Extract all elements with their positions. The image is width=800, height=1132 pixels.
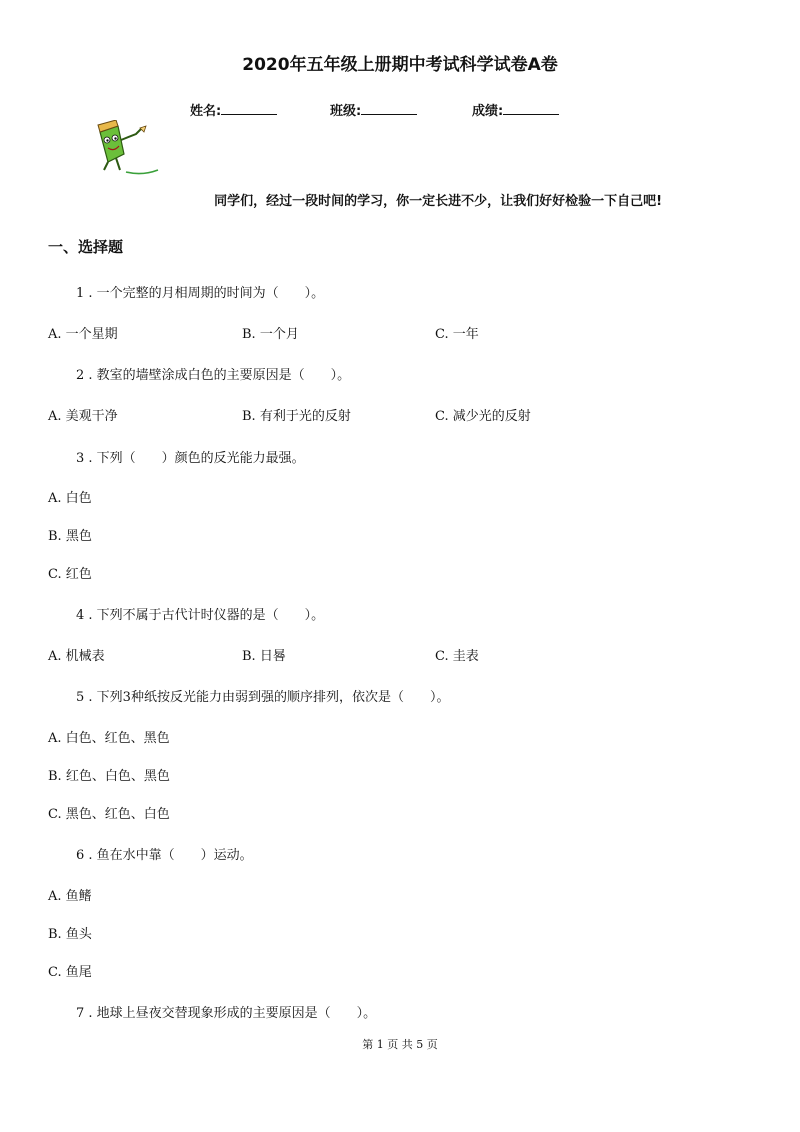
page-title: 2020年五年级上册期中考试科学试卷A卷 (242, 55, 558, 75)
question-2-option-c: C. 减少光的反射 (435, 409, 531, 424)
class-field (330, 100, 417, 119)
page-footer: 第 1 页 共 5 页 (362, 1038, 438, 1051)
question-6-option-b: B. 鱼头 (48, 927, 92, 942)
pencil-mascot-icon (90, 120, 162, 180)
question-4-option-b: B. 日晷 (242, 649, 286, 664)
score-blank (503, 101, 559, 115)
score-field (472, 100, 559, 119)
question-5-option-a: A. 白色、红色、黑色 (48, 731, 170, 746)
question-6-option-c: C. 鱼尾 (48, 965, 92, 980)
question-4: 4 . 下列不属于古代计时仪器的是（ ）。 (76, 608, 325, 623)
question-6-option-a: A. 鱼鳍 (48, 889, 92, 904)
greeting-text: 同学们，经过一段时间的学习，你一定长进不少，让我们好好检验一下自己吧! (214, 194, 662, 209)
question-1-option-b: B. 一个月 (242, 327, 299, 342)
question-3-option-c: C. 红色 (48, 567, 92, 582)
question-3-option-b: B. 黑色 (48, 529, 92, 544)
question-5-option-c: C. 黑色、红色、白色 (48, 807, 170, 822)
question-5: 5 . 下列3种纸按反光能力由弱到强的顺序排列，依次是（ ）。 (76, 690, 450, 705)
question-1-option-a: A. 一个星期 (48, 327, 118, 342)
question-5-option-b: B. 红色、白色、黑色 (48, 769, 170, 784)
score-label: 成绩: (472, 104, 504, 119)
class-label: 班级: (330, 104, 362, 119)
question-2-option-b: B. 有利于光的反射 (242, 409, 351, 424)
question-4-option-c: C. 圭表 (435, 649, 479, 664)
question-1-option-c: C. 一年 (435, 327, 479, 342)
question-3: 3 . 下列（ ）颜色的反光能力最强。 (76, 451, 305, 466)
name-label: 姓名: (190, 104, 222, 119)
section-heading: 一、选择题 (48, 238, 124, 256)
question-1: 1 . 一个完整的月相周期的时间为（ ）。 (76, 286, 325, 301)
class-blank (361, 101, 417, 115)
question-2-option-a: A. 美观干净 (48, 409, 118, 424)
question-6: 6 . 鱼在水中靠（ ）运动。 (76, 848, 253, 863)
name-blank (221, 101, 277, 115)
question-3-option-a: A. 白色 (48, 491, 92, 506)
question-4-option-a: A. 机械表 (48, 649, 105, 664)
question-7: 7 . 地球上昼夜交替现象形成的主要原因是（ ）。 (76, 1006, 377, 1021)
question-2: 2 . 教室的墙壁涂成白色的主要原因是（ ）。 (76, 368, 351, 383)
name-field (190, 100, 277, 119)
